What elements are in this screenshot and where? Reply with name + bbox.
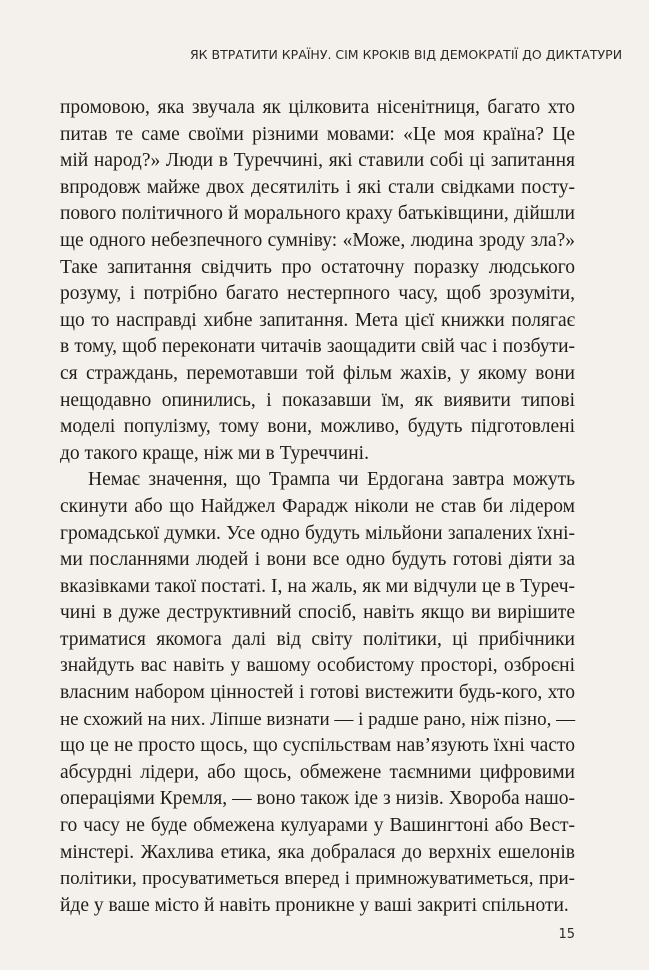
- text-line: політики, просуватиметься вперед і примножуватиметься, при-: [60, 868, 575, 890]
- paragraph-1: [60, 95, 575, 467]
- text-line: триматися якомога далі від світу політики, ці прибічники: [60, 628, 575, 650]
- text-line: Таке запитання свідчить про остаточну поразку людського: [60, 256, 575, 278]
- text-line: мій народ?» Люди в Туреччині, які ставили собі ці запитання: [60, 150, 575, 172]
- text-line: промовою, яка звучала як цілковита нісенітниця, багато хто: [60, 97, 575, 118]
- text-line: до такого краще, ніж ми в Туреччині.: [60, 442, 369, 464]
- text-line: моделі популізму, тому вони, можливо, будуть підготовлені: [60, 416, 575, 438]
- text-line: нещодавно опинились, і показавши їм, як виявити типові: [60, 389, 575, 411]
- page-number: 15: [558, 927, 575, 942]
- text-line: розуму, і потрібно багато нестерпного часу, щоб зрозуміти,: [60, 283, 575, 305]
- text-line: ми посланнями людей і вони все одно будуть готові діяти за: [60, 549, 575, 571]
- text-line: пового політичного й морального краху батьківщини, дійшли: [60, 203, 575, 225]
- text-line: не схожий на них. Ліпше визнати — і радше рано, ніж пізно, —: [60, 708, 576, 730]
- text-line: питав те саме своїми різними мовами: «Це моя країна? Це: [60, 123, 575, 145]
- text-line: чині в дуже деструктивний спосіб, навіть якщо ви вирішите: [60, 602, 575, 624]
- body-text: [60, 95, 575, 919]
- paragraph-2: [60, 467, 575, 919]
- text-line: що це не просто щось, що суспільствам нав’язують їхні часто: [60, 735, 575, 757]
- text-line: вказівками такої постаті. І, на жаль, як ми відчули це в Туреч-: [60, 575, 575, 597]
- text-line: абсурдні лідери, або щось, обмежене таємними цифровими: [60, 761, 575, 783]
- running-head: ЯК ВТРАТИТИ КРАЇНУ. СІМ КРОКІВ ВІД ДЕМОКРАТІЇ ДО ДИКТАТУРИ: [190, 47, 623, 62]
- text-line: мінстері. Жахлива етика, яка добралася до верхніх ешелонів: [60, 841, 575, 863]
- text-line: знайдуть вас навіть у вашому особистому просторі, озброєні: [60, 655, 575, 677]
- text-line: го часу не буде обмежена кулуарами у Вашингтоні або Вест-: [60, 815, 575, 837]
- text-line: операціями Кремля, — воно також іде з низів. Хвороба нашо-: [60, 788, 575, 810]
- text-line: йде у ваше місто й навіть проникне у ваші закриті спільноти.: [60, 894, 569, 916]
- text-line: власним набором цінностей і готові вистежити будь-кого, хто: [60, 682, 575, 704]
- text-line: громадської думки. Усе одно будуть мільйони запалених їхні-: [60, 522, 575, 544]
- text-line: Немає значення, що Трампа чи Ердогана завтра можуть: [88, 469, 575, 491]
- text-line: ще одного небезпечного сумніву: «Може, людина зроду зла?»: [60, 229, 575, 251]
- text-line: ся страждань, перемотавши той фільм жахів, у якому вони: [60, 362, 575, 384]
- text-line: що то насправді хибне запитання. Мета цієї книжки полягає: [60, 309, 575, 331]
- text-line: скинути або що Найджел Фарадж ніколи не став би лідером: [60, 495, 575, 517]
- text-line: впродовж майже двох десятиліть і які стали свідками посту-: [60, 176, 575, 198]
- text-line: в тому, щоб переконати читачів заощадити свій час і позбути-: [60, 336, 575, 358]
